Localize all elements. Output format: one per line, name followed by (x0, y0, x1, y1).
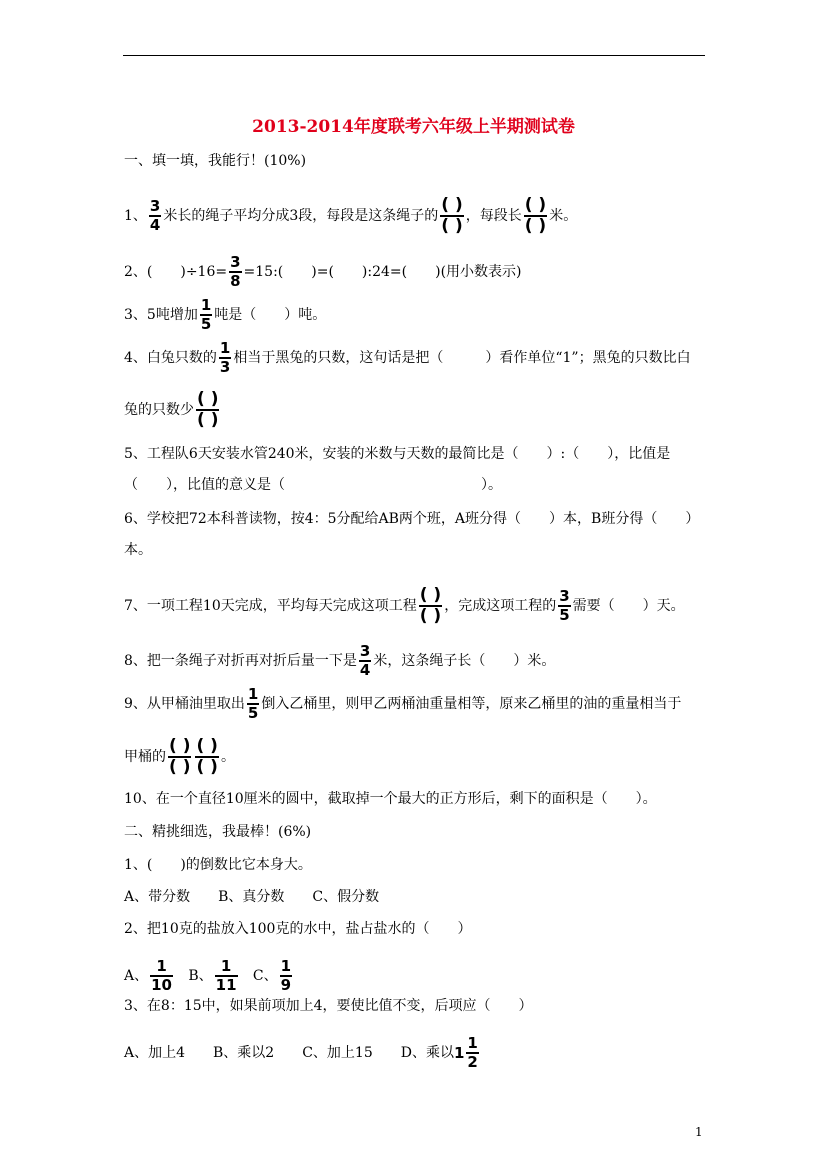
fraction: $\frac{3}{5}$ (559, 587, 570, 624)
mixed-number: 1 (453, 1044, 465, 1062)
question-10: 10、在一个直径10厘米的圆中，截取掉一个最大的正方形后，剩下的面积是（ ）。 (124, 791, 657, 807)
fraction: $\frac{3}{4}$ (149, 197, 161, 234)
question-4-cont: 兔的只数少 $\frac{( )}{( )}$ (124, 389, 219, 430)
blank-fraction: $\frac{( )}{( )}$ (169, 736, 191, 777)
choice-question-1-options: A、带分数 B、真分数 C、假分数 (124, 889, 380, 905)
choice-question-2-options: A、 $\frac{1}{10}$ B、 $\frac{1}{11}$ C、 $\frac{1}{9}$ (124, 957, 292, 994)
question-9-cont: 甲桶的 $\frac{( )}{( )}$ $\frac{( )}{( )}$ 。 (124, 736, 235, 777)
question-7: 7、一项工程10天完成，平均每天完成这项工程 $\frac{( )}{( )}$ ，完成这项工程的 $\frac{3}{5}$ 需要（ ）天。 (124, 585, 685, 626)
fraction: $\frac{1}{5}$ (200, 296, 212, 333)
question-4: 4、白兔只数的 $\frac{1}{3}$ 相当于黑兔的只数，这句话是把（ ）看作单位“1”；黑兔的只数比白 (124, 339, 691, 376)
question-6-cont: 本。 (124, 542, 152, 558)
blank-fraction: $\frac{( )}{( )}$ (524, 195, 547, 236)
section-2-heading: 二、精挑细选，我最棒！(6%) (124, 824, 312, 840)
question-6: 6、学校把72本科普读物，按4：5分配给AB两个班，A班分得（ ）本，B班分得（ ） (124, 511, 700, 527)
fraction: $\frac{3}{4}$ (359, 642, 371, 679)
blank-fraction: $\frac{( )}{( )}$ (197, 389, 219, 430)
question-8: 8、把一条绳子对折再对折后量一下是 $\frac{3}{4}$ 米，这条绳子长（ ）米。 (124, 642, 556, 679)
page-title: 2013-2014年度联考六年级上半期测试卷 (252, 117, 575, 137)
fraction: $\frac{1}{5}$ (247, 685, 259, 722)
fraction: $\frac{1}{9}$ (280, 957, 292, 994)
fraction: $\frac{3}{8}$ (230, 253, 241, 290)
choice-question-1: 1、( )的倒数比它本身大。 (124, 857, 312, 873)
fraction: $\frac{1}{10}$ (151, 957, 172, 994)
choice-question-3-options: A、加上4 B、乘以2 C、加上15 D、乘以1 $\frac{1}{2}$ (124, 1034, 478, 1071)
question-5: 5、工程队6天安装水管240米，安装的米数与天数的最简比是（ ）:（ ），比值是 (124, 446, 671, 462)
blank-fraction: $\frac{( )}{( )}$ (441, 195, 463, 236)
question-3: 3、5吨增加 $\frac{1}{5}$ 吨是（ ）吨。 (124, 296, 327, 333)
question-1: 1、 $\frac{3}{4}$ 米长的绳子平均分成3段，每段是这条绳子的 $\frac{( )}{( )}$ ，每段长 $\frac{( )}{( )}$ 米。 (124, 195, 578, 236)
fraction: $\frac{1}{3}$ (219, 339, 231, 376)
page-number: 1 (695, 1125, 703, 1139)
question-5-cont: （ ），比值的意义是（ ）。 (124, 477, 502, 493)
fraction: $\frac{1}{11}$ (215, 957, 237, 994)
section-1-heading: 一、填一填，我能行！(10%) (124, 153, 307, 169)
blank-fraction: $\frac{( )}{( )}$ (196, 736, 218, 777)
choice-question-2: 2、把10克的盐放入100克的水中，盐占盐水的（ ） (124, 921, 472, 937)
header-rule (123, 55, 705, 56)
blank-fraction: $\frac{( )}{( )}$ (419, 585, 442, 626)
choice-question-3: 3、在8：15中，如果前项加上4，要使比值不变，后项应（ ） (124, 998, 533, 1014)
question-2: 2、( )÷16= $\frac{3}{8}$ =15:( )=( ):24=( )(用小数表示) (124, 253, 522, 290)
fraction: $\frac{1}{2}$ (467, 1034, 478, 1071)
question-9: 9、从甲桶油里取出 $\frac{1}{5}$ 倒入乙桶里，则甲乙两桶油重量相等，原来乙桶里的油的重量相当于 (124, 685, 682, 722)
